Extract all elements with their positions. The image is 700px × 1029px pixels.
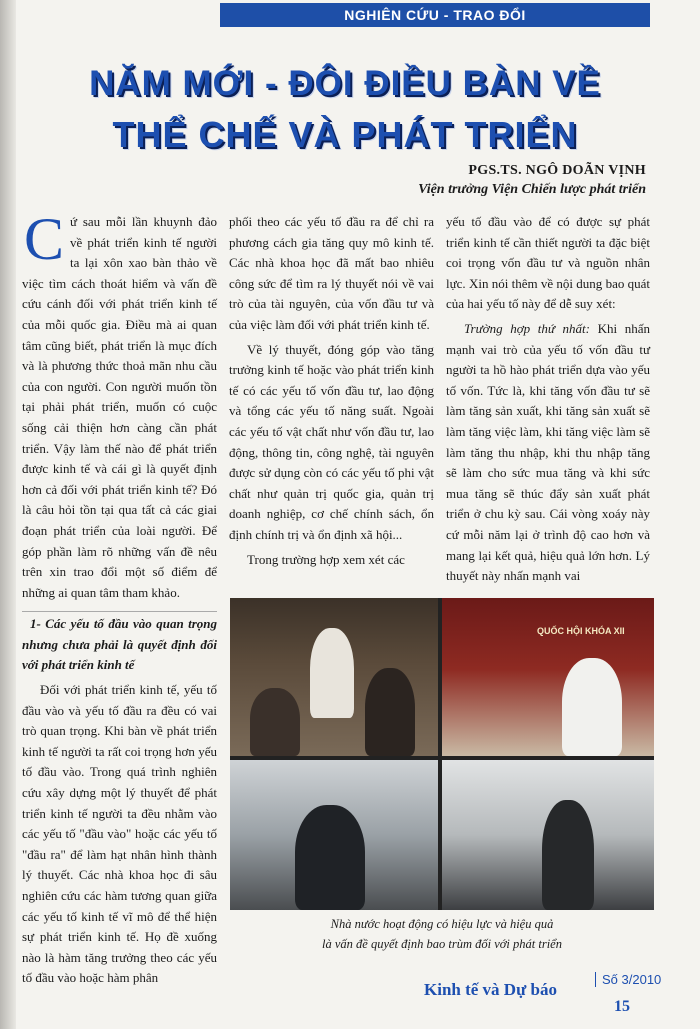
caption-line: là vấn đề quyết định bao trùm đối với phát triển [322,937,562,951]
figure-shape [250,688,300,756]
section-header: NGHIÊN CỨU - TRAO ĐỔI [220,3,650,27]
paragraph [446,319,650,587]
photo-speaker-podium [442,598,654,756]
issue-number: Số 3/2010 [595,972,661,987]
photo-official-speaking [230,760,438,910]
paragraph: Đối với phát triển kinh tế, yếu tố đầu vào và yếu tố đầu ra đều có vai trò quan trọng. Khi bàn về phát triển kinh tế người ta rất coi trọng hơn yếu tố đầu vào. Trong quá trình nghiên cứu xây dựng một lý thuyết để phát triển kinh tế người ta đều nhằm vào các yếu tố "đầu vào" hoặc các yếu tố "đầu ra" để làm hạt nhân hình thành lý thuyết. Các nhà khoa học đi sâu nghiên cứu các hàm tương quan giữa các yếu tố kinh tế vĩ mô để thể hiện sự phát triển kinh tế. Họ đề xuống nào là hàm tăng trưởng theo các yếu tố đầu vào hoặc hàm phân [22,682,217,986]
photo-collage [230,598,654,910]
photo-delegate-speaking [442,760,654,910]
paragraph: phối theo các yếu tố đầu ra để chỉ ra phương cách gia tăng quy mô kinh tế. Các nhà khoa học đã mất bao nhiêu công sức để tìm ra lý thuyết nói về vai trò của tài nguyên, của vốn đầu tư và của việc làm đối với phát triển kinh tế. [229,214,434,332]
figure-shape [542,800,594,910]
dropcap: C [24,206,65,272]
caption-line: Nhà nước hoạt động có hiệu lực và hiệu quả [330,917,554,931]
author-name: PGS.TS. NGÔ DOÃN VỊNH [468,163,646,178]
paragraph: yếu tố đầu vào để có được sự phát triển kinh tế cần thiết người ta đặc biệt coi trọng vốn đầu tư và nguồn nhân lực. Xin nói thêm về nội dung bao quát của hai yếu tố này để dễ suy xét: [446,214,650,312]
article-title-line1: NĂM MỚI - ĐÔI ĐIỀU BÀN VỀ [89,64,601,103]
text-column-3 [446,212,650,591]
figure-shape [365,668,415,756]
figure-shape [310,628,354,718]
paragraph: Về lý thuyết, đóng góp vào tăng trưởng kinh tế hoặc vào phát triển kinh tế có các yếu tố vốn đầu tư, lao động và tổng các yếu tố năng suất. Ngoài các yếu tố vật chất như vốn đầu tư, lao động, thông tin, công nghệ, tài nguyên được sử dụng còn có các yếu tố phi vật chất như quản trị quốc gia, quản trị doanh nghiệp, cơ chế chính sách, ổn định chính trị và ổn định xã hội... [229,341,434,542]
photo-caption [232,914,652,954]
paragraph-lead: Trường hợp thứ nhất: [464,320,590,336]
author-block [418,163,646,198]
photo-assembly-hall [230,598,438,756]
paragraph-text: ứ sau mỗi lần khuynh đảo về phát triển kinh tế người ta lại xôn xao bàn thảo về việc tìm cách thoát hiểm và vấn đề cứu cánh đối với phát triển kinh tế của mỗi quốc gia. Điều mà ai quan tâm cũng biết, phát triển là mục đích và là phương thức thoả mãn nhu cầu của con người. Con người muốn tồn tại phải phát triển, muốn có cuộc sống cải thiện hơn càng cần phát triển. Vậy làm thế nào để phát triển được kinh tế và cái gì là quyết định hơn cả đối với phát triển kinh tế? Đó là câu hỏi tồn tại qua tất cả các giai đoạn phát triển của loài người. Để góp phần làm rõ những vấn đề nêu trên xin trao đổi một số điểm để những ai quan tâm tham khảo. [22,214,217,600]
magazine-name: Kinh tế và Dự báo [424,980,557,999]
page-number: 15 [614,998,630,1015]
page-binding-shadow [0,0,16,1029]
author-role: Viện trưởng Viện Chiến lược phát triển [418,182,646,197]
paragraph: Trong trường hợp xem xét các [247,551,405,567]
figure-shape [562,658,622,756]
text-column-2 [229,212,434,574]
paragraph [22,206,217,603]
photo-banner-text: QUỐC HỘI KHÓA XII [537,626,625,636]
section-subheading: 1- Các yếu tố đầu vào quan trọng nhưng chưa phải là quyết định đối với phát triển kinh tế [22,611,217,676]
article-title-line2: THỂ CHẾ VÀ PHÁT TRIỂN [112,114,578,155]
paragraph-text: Khi nhấn mạnh vai trò của yếu tố vốn đầu tư người ta hồ hào phát triển dựa vào yếu tố vốn. Tức là, khi tăng vốn đầu tư sẽ làm tăng sản xuất, khi tăng sản xuất sẽ làm tăng việc làm, khi tăng việc làm sẽ làm tăng thu nhập, khi thu nhập tăng sẽ làm cho sức mua tăng và khi sức mua tăng sẽ thúc đẩy sản xuất phát triển ở chu kỳ sau. Cái vòng xoáy này cứ mỗi năm lại ở trình độ cao hơn và mang lại kết quả, hiệu quả lớn hơn. Lý thuyết này nhấn mạnh vai [446,320,650,584]
figure-shape [295,805,365,910]
text-column-1 [22,206,217,993]
